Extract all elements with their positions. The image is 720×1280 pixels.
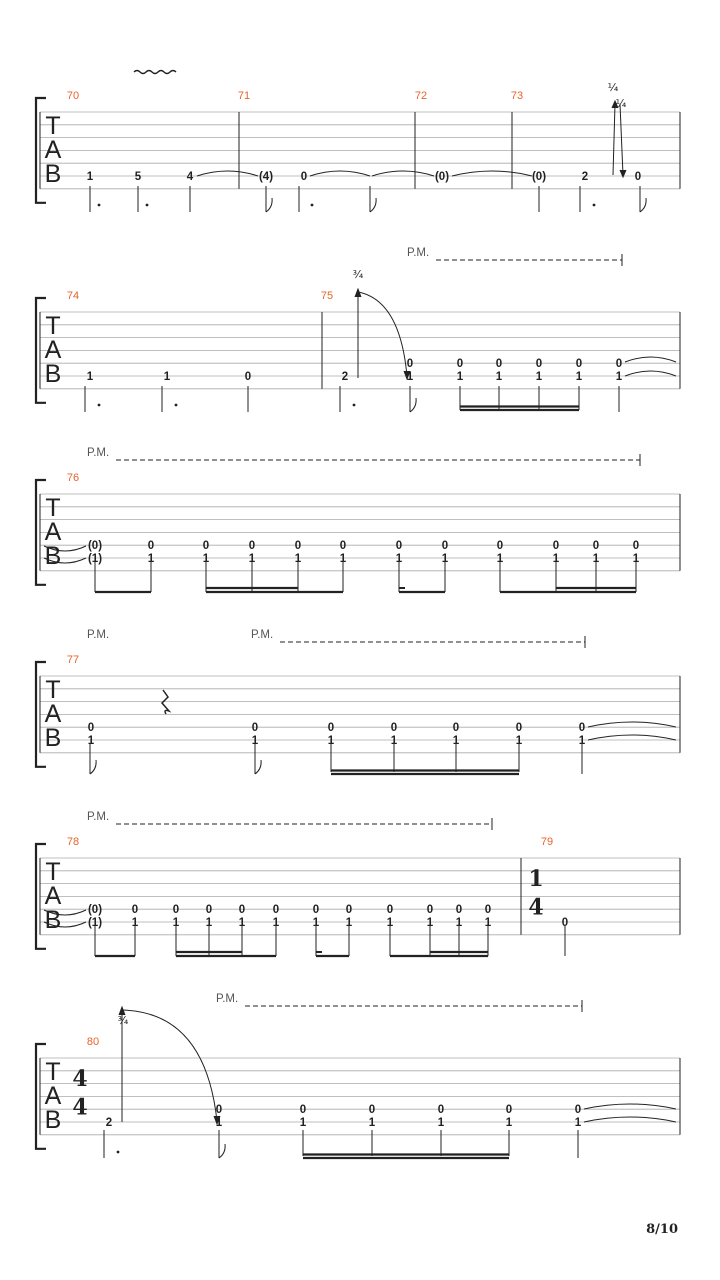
fret-number: 1 [147,553,155,565]
fret-number: 0 [561,917,569,929]
fret-number: 1 [575,371,583,383]
fret-number: 1 [515,735,523,747]
tab-clef-letter: B [44,360,62,388]
measure-number: 79 [540,836,554,848]
fret-number: 0 [552,540,560,553]
tab-clef-letter: T [45,676,61,704]
fret-number: 0 [406,358,414,371]
fret-number: 1 [248,553,256,565]
fret-number: 1 [505,1117,513,1129]
fret-number: 1 [386,917,394,929]
fret-number: 1 [368,1117,376,1129]
tab-clef-letter: B [44,160,62,188]
fret-number: 5 [134,171,142,183]
fret-number: 0 [299,1104,307,1117]
time-signature-bottom: 4 [528,894,544,921]
fret-number: 0 [592,540,600,553]
fret-number: (0) [434,171,450,183]
tie [584,1117,676,1122]
fret-number: 0 [456,358,464,371]
tab-clef-letter: T [45,858,61,886]
fret-number: 0 [386,904,394,917]
augmentation-dot [117,1151,120,1154]
tab-staff [36,480,680,585]
fret-number: 1 [339,553,347,565]
bend-amount: ¾ [352,268,364,281]
fret-number: 0 [452,722,460,735]
fret-number: 1 [495,371,503,383]
fret-number: 1 [205,917,213,929]
augmentation-dot [175,404,178,407]
fret-number: 0 [147,540,155,553]
fret-number: 0 [395,540,403,553]
palm-mute-label: P.M. [87,811,110,823]
palm-mute-label: P.M. [407,247,430,259]
tie [310,171,370,176]
quarter-rest [162,690,169,714]
bend-arrowhead [355,289,361,297]
tab-clef-letter: A [44,1082,62,1110]
fret-number: 0 [312,904,320,917]
fret-number: 1 [390,735,398,747]
tie [372,171,434,176]
vibrato-mark [134,71,176,74]
fret-number: (1) [87,553,103,565]
bend-curve [122,1010,217,1121]
fret-number: 0 [441,540,449,553]
fret-number: 0 [300,171,308,183]
fret-number: 0 [455,904,463,917]
augmentation-dot [98,404,101,407]
fret-number: 1 [345,917,353,929]
measure-number: 73 [510,90,524,102]
fret-number: 0 [327,722,335,735]
fret-number: 0 [575,358,583,371]
fret-number: 1 [441,553,449,565]
bend-arrow [613,104,615,175]
fret-number: 0 [345,904,353,917]
fret-number: 0 [574,1104,582,1117]
tab-clef-letter: T [45,312,61,340]
fret-number: 1 [299,1117,307,1129]
fret-number: 0 [87,722,95,735]
fret-number: 1 [615,371,623,383]
fret-number: 1 [574,1117,582,1129]
fret-number: (4) [258,171,274,183]
fret-number: 1 [406,371,414,383]
fret-number: 0 [515,722,523,735]
measure-number: 71 [237,90,251,102]
fret-number: 0 [251,722,259,735]
note-flag [219,1144,225,1158]
fret-number: 0 [238,904,246,917]
tab-clef-letter: A [44,136,62,164]
fret-number: 0 [339,540,347,553]
fret-number: 1 [395,553,403,565]
fret-number: 0 [578,722,586,735]
tie [588,722,676,727]
fret-number: 1 [202,553,210,565]
fret-number: 1 [86,171,94,183]
tie [452,171,532,176]
fret-number: 1 [238,917,246,929]
palm-mute-label: P.M. [87,629,110,641]
fret-number: 0 [535,358,543,371]
fret-number: 2 [341,371,349,383]
tie [625,357,676,362]
fret-number: 0 [368,1104,376,1117]
note-flag [255,760,261,774]
fret-number: 0 [215,1104,223,1117]
tab-clef-letter: B [44,724,62,752]
time-signature-top: 1 [528,866,544,893]
fret-number: 0 [202,540,210,553]
fret-number: 2 [581,171,589,183]
measure-number: 75 [320,290,334,302]
fret-number: 0 [496,540,504,553]
fret-number: 1 [592,553,600,565]
measure-number: 74 [66,290,80,302]
fret-number: (0) [531,171,547,183]
tie [197,171,258,176]
fret-number: 0 [390,722,398,735]
fret-number: 1 [484,917,492,929]
augmentation-dot [593,204,596,207]
fret-number: 1 [496,553,504,565]
fret-number: 4 [186,171,194,183]
fret-number: 1 [437,1117,445,1129]
fret-number: 1 [163,371,171,383]
bend-amount: ¼ [607,81,619,94]
measure-number: 80 [86,1036,100,1048]
fret-number: 0 [426,904,434,917]
fret-number: 0 [172,904,180,917]
tab-clef-letter: T [45,494,61,522]
fret-number: 0 [205,904,213,917]
measure-number: 78 [66,836,80,848]
augmentation-dot [146,204,149,207]
fret-number: 0 [294,540,302,553]
measure-number: 72 [414,90,428,102]
fret-number: (1) [87,917,103,929]
tab-clef-letter: B [44,906,62,934]
tie [588,735,676,740]
note-flag [90,760,96,774]
fret-number: 1 [312,917,320,929]
fret-number: 1 [452,735,460,747]
tie [584,1104,676,1109]
fret-number: 1 [426,917,434,929]
palm-mute-label: P.M. [251,629,274,641]
note-flag [266,198,272,212]
tab-clef-letter: T [45,1058,61,1086]
augmentation-dot [353,404,356,407]
fret-number: 1 [294,553,302,565]
tab-clef-letter: B [44,1106,62,1134]
bend-amount: ¼ [615,97,627,110]
time-signature-bottom: 4 [72,1094,88,1121]
fret-number: 0 [615,358,623,371]
fret-number: 0 [272,904,280,917]
fret-number: 0 [244,371,252,383]
tie [625,371,676,376]
measure-number: 70 [66,90,80,102]
tab-clef-letter: A [44,700,62,728]
tab-staff [36,1044,680,1149]
measure-number: 77 [66,654,80,666]
fret-number: (0) [87,904,103,917]
tab-clef-letter: A [44,518,62,546]
augmentation-dot [98,204,101,207]
fret-number: 1 [456,371,464,383]
note-flag [370,198,376,212]
fret-number: 1 [215,1117,223,1129]
palm-mute-label: P.M. [216,993,239,1005]
bend-release [620,104,623,175]
tab-clef-letter: T [45,112,61,140]
fret-number: 0 [248,540,256,553]
page-number: 8/10 [646,1222,678,1237]
tab-clef-letter: A [44,336,62,364]
note-flag [410,398,416,412]
fret-number: 1 [87,735,95,747]
bend-amount: ¾ [117,1014,129,1027]
fret-number: 1 [272,917,280,929]
fret-number: 0 [634,171,642,183]
fret-number: 0 [495,358,503,371]
note-flag [640,198,646,212]
fret-number: 1 [172,917,180,929]
fret-number: 1 [131,917,139,929]
fret-number: 1 [535,371,543,383]
palm-mute-label: P.M. [87,447,110,459]
measure-number: 76 [66,472,80,484]
fret-number: (0) [87,540,103,553]
time-signature-top: 4 [72,1066,88,1093]
fret-number: 1 [455,917,463,929]
fret-number: 0 [632,540,640,553]
fret-number: 0 [505,1104,513,1117]
fret-number: 1 [578,735,586,747]
fret-number: 1 [632,553,640,565]
fret-number: 0 [437,1104,445,1117]
tab-staff [36,844,680,949]
fret-number: 0 [484,904,492,917]
tab-staff [36,662,680,767]
fret-number: 1 [552,553,560,565]
tab-staff [36,98,680,203]
fret-number: 1 [327,735,335,747]
tab-clef-letter: A [44,882,62,910]
fret-number: 1 [86,371,94,383]
tab-clef-letter: B [44,542,62,570]
fret-number: 2 [105,1117,113,1129]
fret-number: 0 [131,904,139,917]
augmentation-dot [311,204,314,207]
fret-number: 1 [251,735,259,747]
